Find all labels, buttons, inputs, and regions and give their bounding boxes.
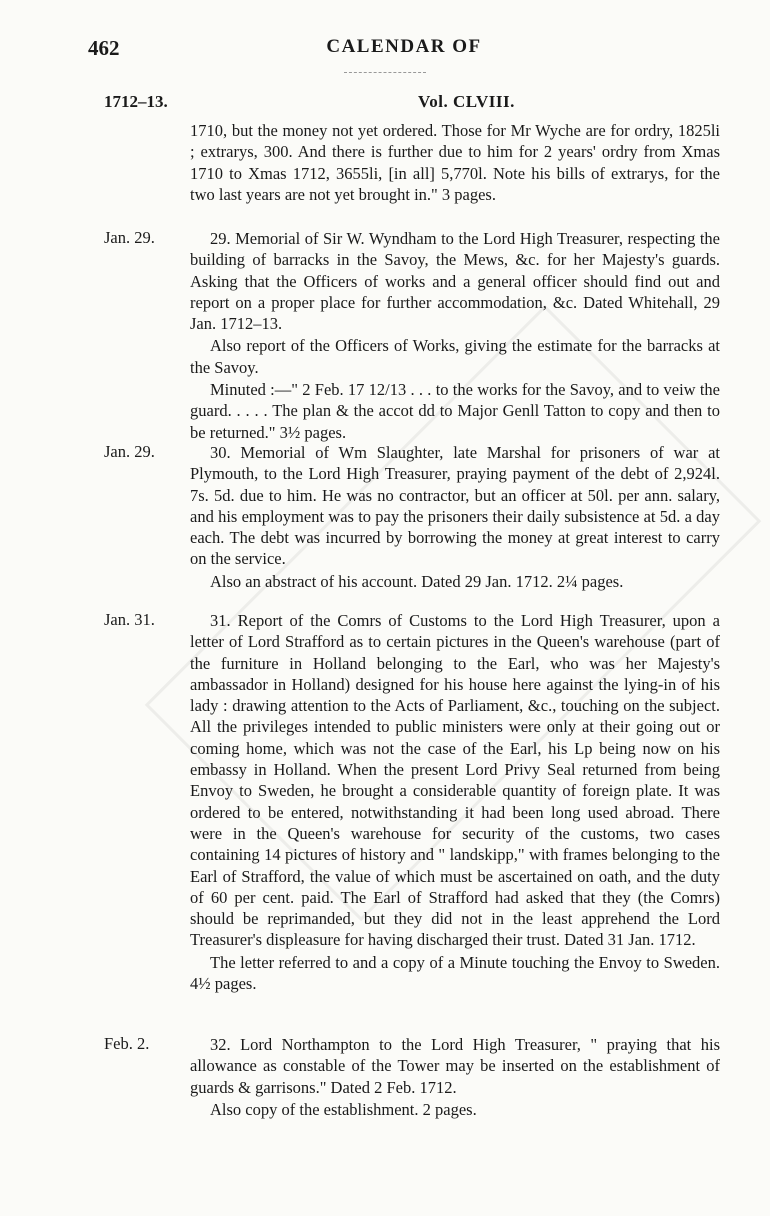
entry-paragraph: 30. Memorial of Wm Slaughter, late Marshal for prisoners of war at Plymouth, to the Lord High Treasurer, praying payment of the debt of 2,924l. 7s. 5d. due to him. He was no contractor, but an officer at 50l. per ann. salary, and his employment was to pay the prisoners their daily subsistence at 5d. a day each. The debt was incurred by borrowing the money at great interest to carry on the service. <box>190 443 720 569</box>
calendar-entry <box>88 120 720 205</box>
page-number: 462 <box>88 36 120 60</box>
entry-paragraph: Also copy of the establishment. 2 pages. <box>210 1099 477 1119</box>
entry-body <box>190 1034 720 1120</box>
page-title: CALENDAR OF <box>326 36 482 57</box>
entry-body <box>190 120 720 205</box>
calendar-entry <box>88 1034 720 1120</box>
entry-paragraph: 32. Lord Northampton to the Lord High Treasurer, " praying that his allowance as constable of the Tower may be inserted on the establishment of guards & garrisons." Dated 2 Feb. 1712. <box>190 1035 720 1097</box>
entry-paragraph: 29. Memorial of Sir W. Wyndham to the Lord High Treasurer, respecting the building of barracks in the Savoy, the Mews, &c. for her Majesty's guards. Asking that the Officers of works and a general officer should find out and report on a proper place for further accommodation, &c. Dated Whitehall, 29 Jan. 1712–13. <box>190 229 720 334</box>
sub-header <box>88 92 720 116</box>
entry-date: Jan. 31. <box>104 610 155 629</box>
calendar-entry <box>88 442 720 592</box>
entry-date: Jan. 29. <box>104 442 155 461</box>
entry-date: Jan. 29. <box>104 228 155 247</box>
calendar-entry <box>88 228 720 443</box>
entry-paragraph: The letter referred to and a copy of a Minute touching the Envoy to Sweden. 4½ pages. <box>190 952 720 994</box>
year-range: 1712–13. <box>104 92 168 111</box>
entry-paragraph: 1710, but the money not yet ordered. Those for Mr Wyche are for ordry, 1825li ; extrarys, 300. And there is further due to him for 2 years' ordry from Xmas 1710 to Xmas 1712, 3655li, [in all] 5,770l. Note his bills of extrarys, for the two last years are not yet brought in." 3 pages. <box>190 121 720 204</box>
volume-label: Vol. CLVIII. <box>418 92 515 111</box>
running-header <box>88 36 720 62</box>
entry-date: Feb. 2. <box>104 1034 150 1053</box>
entry-paragraph: Minuted :—" 2 Feb. 17 12/13 . . . to the works for the Savoy, and to veiw the guard. . . . . The plan & the accot dd to Major Genll Tatton to copy and then to be returned." 3½ pages. <box>190 380 720 442</box>
calendar-entry <box>88 610 720 994</box>
entry-paragraph: 31. Report of the Comrs of Customs to the Lord High Treasurer, upon a letter of Lord Strafford as to certain pictures in the Queen's warehouse (part of the furniture in Holland belonging to the Earl, who was her Majesty's ambassador in Holland) designed for his house here against the lying-in of his lady : drawing attention to the Acts of Parliament, &c., touching on the subject. All the privileges intended to public ministers were only at their going out or coming home, which was not the case of the Earl, his Lp being now on his embassy in Holland. When the present Lord Privy Seal returned from being Envoy to Sweden, he brought a considerable quantity of foreign plate. It was ordered to be entered, notwithstanding it had been long used abroad. There were in the Queen's warehouse for security of the customs, two cases containing 14 pictures of history and " landskipp," with frames belonging to the Earl of Strafford, the value of which must be ascertained on oath, and the duty of 60 per cent. paid. The Earl of Strafford had asked that they (the Comrs) should be reprimanded, but they did not in the least apprehend the Lord Treasurer's displeasure for having discharged their trust. Dated 31 Jan. 1712. <box>190 611 720 950</box>
header-rule <box>344 72 426 73</box>
entry-body <box>190 228 720 443</box>
entry-body <box>190 442 720 592</box>
entry-body <box>190 610 720 994</box>
entry-paragraph: Also an abstract of his account. Dated 29 Jan. 1712. 2¼ pages. <box>210 571 624 591</box>
entry-paragraph: Also report of the Officers of Works, giving the estimate for the barracks at the Savoy. <box>190 336 720 377</box>
